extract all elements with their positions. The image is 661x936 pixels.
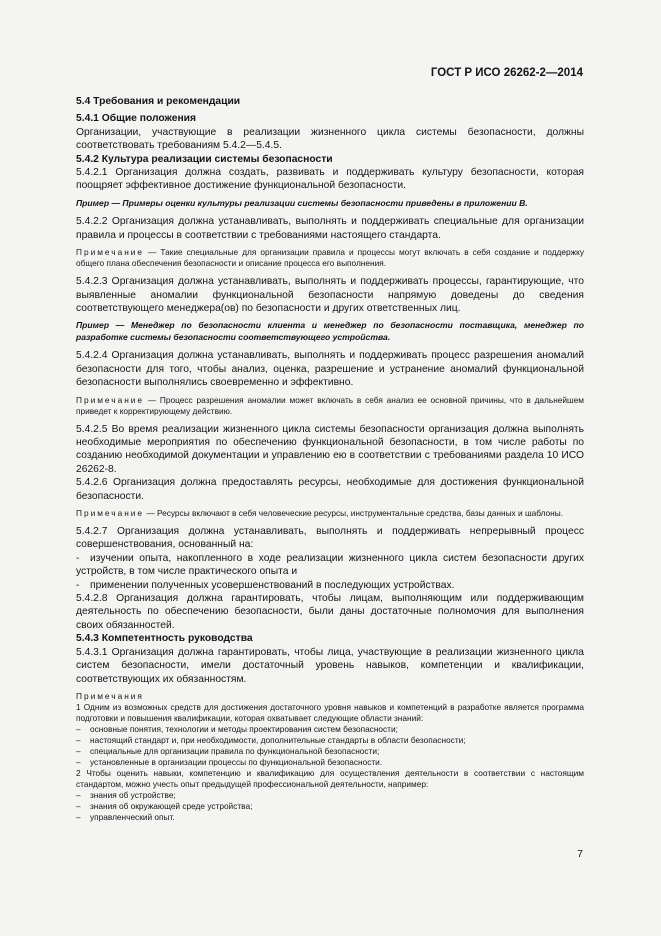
note xyxy=(76,508,584,519)
standard-designation: ГОСТ Р ИСО 26262-2—2014 xyxy=(430,67,583,79)
page-body xyxy=(76,95,584,823)
note-list-item: – знания об окружающей среде устройства; xyxy=(76,800,253,811)
note-label: Примечание xyxy=(76,394,145,405)
note-list-item: – специальные для организации правила по функциональной безопасности; xyxy=(76,745,380,756)
paragraph: 5.4.2.1 Организация должна создать, развивать и поддерживать культуру безопасности, которая поощряет эффективное достижение функциональной безопасности. xyxy=(76,167,584,192)
note xyxy=(76,395,584,417)
note-list-item: – знания об устройстве; xyxy=(76,789,176,800)
note-list-item: – установленные в организации процессы по функциональной безопасности. xyxy=(76,756,383,767)
list-item: - изучении опыта, накопленного в ходе реализации жизненного цикла систем безопасности других устройств, в том числе практического опыта и xyxy=(76,552,584,578)
page-number: 7 xyxy=(577,848,583,860)
note-label: Примечание xyxy=(76,508,145,519)
paragraph: Организации, участвующие в реализации жизненного цикла системы безопасности, должны соответствовать требованиям 5.4.2—5.4.5. xyxy=(76,126,584,152)
subsection-heading: 5.4.2 Культура реализации системы безопасности xyxy=(76,153,333,165)
paragraph: 5.4.2.5 Во время реализации жизненного цикла системы безопасности организация должна выполнять необходимые мероприятия по обеспечению функциональной безопасности, в том числе работы по созданию необходимой документации и управлению ею в соответствии с требованиями раздела 10 ИСО 26262-8. xyxy=(76,423,584,475)
paragraph: 5.4.2.6 Организация должна предоставлять ресурсы, необходимые для достижения функциональной безопасности. xyxy=(76,477,584,502)
note-label: Примечание xyxy=(76,247,145,258)
paragraph: 5.4.2.2 Организация должна устанавливать, выполнять и поддерживать специальные для организации правила и процессы в соответствии с требованиями настоящего стандарта. xyxy=(76,216,584,241)
paragraph: 5.4.3.1 Организация должна гарантировать, чтобы лица, участвующие в реализации жизненного цикла систем безопасности, имели достаточный уровень навыков, компетенции и квалификации, соответствующих их обязанностям. xyxy=(76,646,584,685)
section-heading: 5.4 Требования и рекомендации xyxy=(76,96,241,107)
subsection-heading: 5.4.3 Компетентность руководства xyxy=(76,633,253,645)
paragraph: 5.4.2.3 Организация должна устанавливать, выполнять и поддерживать процессы, гарантирующие, что выявленные аномалии функциональной безопасности напрямую доведены до сведения соответствующего менеджера(ов) по безопасности и других ответственных лиц. xyxy=(76,276,584,314)
paragraph: 5.4.2.8 Организация должна гарантировать, чтобы лицам, выполняющим или поддерживающим деятельность по обеспечению безопасности, были даны достаточные полномочия для выполнения своих обязанностей. xyxy=(76,593,584,631)
example: Пример — Менеджер по безопасности клиента и менеджер по безопасности поставщика, менеджер по разработке системы безопасности соответствующего устройства. xyxy=(76,320,584,342)
note xyxy=(76,247,584,269)
list-item: - применении полученных усовершенствований в последующих устройствах. xyxy=(76,579,455,591)
note-list-item: – настоящий стандарт и, при необходимости, дополнительные стандарты в области безопасности; xyxy=(76,734,466,745)
note-text: — Процесс разрешения аномалии может включать в себя анализ ее основной причины, что в дальнейшем приведет к корректирующему действию. xyxy=(76,394,584,416)
notes-label: Примечания xyxy=(76,690,144,701)
note-list-item: – управленческий опыт. xyxy=(76,811,175,822)
note-item: 1 Одним из возможных средств для достижения достаточного уровня навыков и компетенций в разработке является программа подготовки и повышения квалификации, которая охватывает следующие области знаний: xyxy=(76,701,584,723)
example: Пример — Примеры оценки культуры реализации системы безопасности приведены в приложении В. xyxy=(76,197,528,208)
note-text: — Ресурсы включают в себя человеческие ресурсы, инструментальные средства, базы данных и шаблоны. xyxy=(144,508,563,519)
subsection-heading: 5.4.1 Общие положения xyxy=(76,113,196,125)
note-list-item: – основные понятия, технологии и методы проектирования систем безопасности; xyxy=(76,723,398,734)
paragraph: 5.4.2.4 Организация должна устанавливать, выполнять и поддерживать процесс разрешения аномалий безопасности для того, чтобы анализ, оценка, разрешение и устранение аномалий функциональной безопасности выполнялись своевременно и эффективно. xyxy=(76,350,584,389)
paragraph: 5.4.2.7 Организация должна устанавливать, выполнять и поддерживать непрерывный процесс совершенствования, основанный на: xyxy=(76,526,584,551)
note-text: — Такие специальные для организации правила и процессы могут включать в себя создание и поддержку общего плана обеспечения безопасности и описание процесса его выполнения. xyxy=(76,247,584,269)
note-item: 2 Чтобы оценить навыки, компетенцию и квалификацию для осуществления деятельности в соответствии с настоящим стандартом, можно учесть опыт предыдущей профессиональной деятельности, например: xyxy=(76,767,584,789)
